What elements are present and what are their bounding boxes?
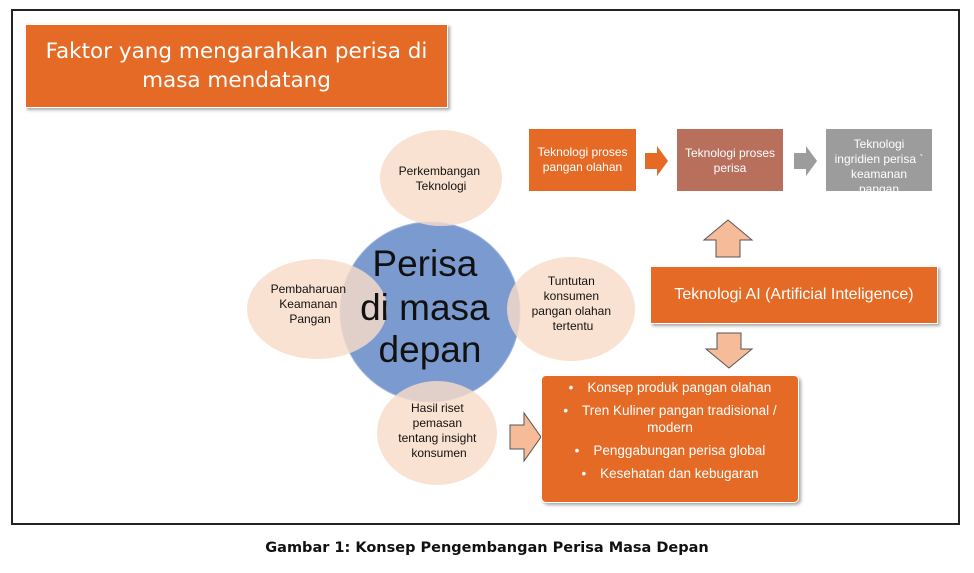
trend-list [550, 379, 790, 482]
list-item: • Tren Kuliner pangan tradisional / modern [563, 403, 777, 435]
bullet-icon: • [568, 380, 574, 395]
factor-right-text: Tuntutan konsumen pangan olahan tertentu [531, 274, 612, 333]
arrow-up-icon [704, 220, 752, 257]
arrow-right-icon-gray [794, 146, 817, 176]
arrow-right-icon [645, 146, 668, 176]
center-text [360, 243, 500, 370]
center-line-2: di masa [360, 287, 490, 328]
title-box: Faktor yang mengarahkan perisa di masa mendatang [25, 24, 448, 108]
arrow-to-list-icon [510, 413, 541, 461]
factor-left-text: Pembaharuan Keamanan Pangan [270, 282, 347, 326]
process-step-2: Teknologi proses perisa [677, 129, 783, 191]
bullet-icon: • [574, 443, 580, 458]
center-line-1: Perisa [372, 243, 478, 284]
center-line-3: depan [378, 329, 482, 370]
arrow-down-icon [706, 333, 752, 368]
figure-caption: Gambar 1: Konsep Pengembangan Perisa Masa Depan [265, 540, 709, 556]
bullet-icon: • [563, 403, 569, 418]
factor-top-circle [380, 130, 502, 226]
list-item: • Kesehatan dan kebugaran [581, 466, 759, 481]
factor-top-text: Perkembangan Teknologi [398, 164, 481, 193]
list-item: • Penggabungan perisa global [574, 443, 766, 458]
process-step-1: Teknologi proses pangan olahan [529, 129, 636, 191]
trend-list-box [541, 375, 799, 503]
list-item: • Konsep produk pangan olahan [568, 380, 772, 395]
bullet-icon: • [581, 466, 587, 481]
process-step-3: Teknologi ingridien perisa ` keamanan pangan [826, 129, 932, 191]
ai-box: Teknologi AI (Artificial Inteligence) [650, 266, 938, 324]
factor-bottom-text: Hasil riset pemasan tentang insight konsumen [398, 401, 477, 460]
